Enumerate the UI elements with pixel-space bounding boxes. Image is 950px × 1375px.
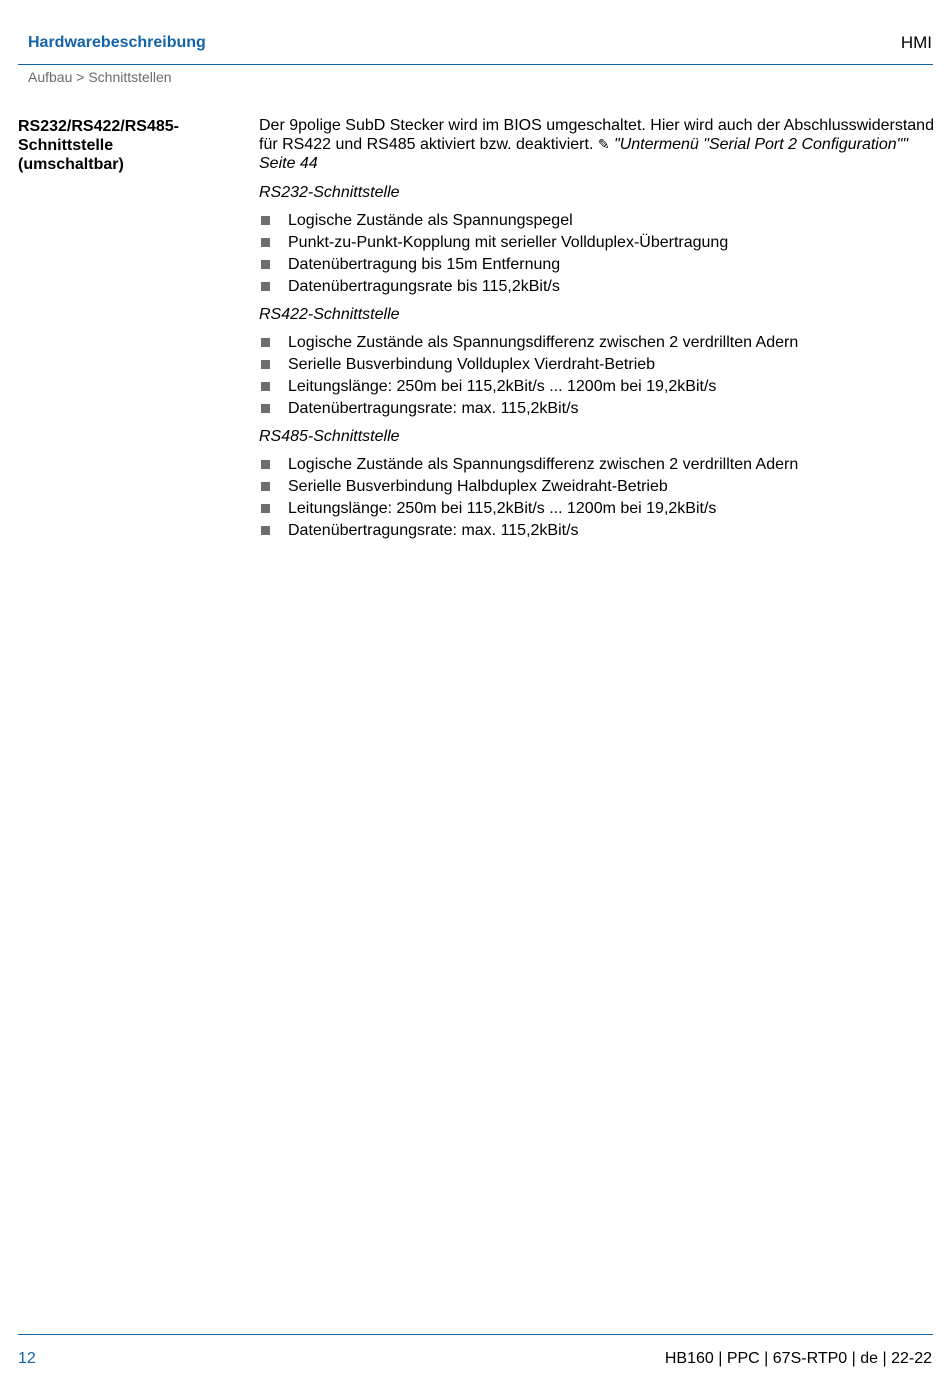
list-item-text: Logische Zustände als Spannungsdifferenz zwischen 2 verdrillten Adern xyxy=(288,334,799,351)
bullet-square-icon xyxy=(261,260,270,269)
list-item xyxy=(259,477,934,496)
list-item-text: Datenübertragungsrate: max. 115,2kBit/s xyxy=(288,522,579,539)
list-item xyxy=(259,399,934,418)
breadcrumb: Aufbau > Schnittstellen xyxy=(28,69,172,85)
bullet-square-icon xyxy=(261,460,270,469)
bullet-square-icon xyxy=(261,338,270,347)
bullet-square-icon xyxy=(261,482,270,491)
list-item-text: Datenübertragungsrate: max. 115,2kBit/s xyxy=(288,400,579,417)
list-item xyxy=(259,521,934,540)
bullet-square-icon xyxy=(261,216,270,225)
side-heading: RS232/RS422/RS485- Schnittstelle (umschaltbar) xyxy=(18,118,179,173)
section-title: RS232-Schnittstelle xyxy=(259,184,400,201)
list-item-text: Serielle Busverbindung Halbduplex Zweidraht-Betrieb xyxy=(288,478,668,495)
pointing-hand-icon: ✎ xyxy=(597,136,610,152)
list-item-text: Leitungslänge: 250m bei 115,2kBit/s ... 1200m bei 19,2kBit/s xyxy=(288,500,717,517)
bullet-list xyxy=(259,455,934,540)
section-title: RS485-Schnittstelle xyxy=(259,428,400,445)
footer-divider xyxy=(18,1334,933,1335)
bullet-list xyxy=(259,211,934,296)
header-divider xyxy=(18,64,933,65)
section-rs485 xyxy=(259,427,934,540)
main-content xyxy=(259,116,934,549)
list-item xyxy=(259,333,934,352)
list-item xyxy=(259,233,934,252)
section-title: RS422-Schnittstelle xyxy=(259,306,400,323)
list-item xyxy=(259,499,934,518)
intro-paragraph xyxy=(259,116,934,173)
bullet-square-icon xyxy=(261,504,270,513)
bullet-list xyxy=(259,333,934,418)
bullet-square-icon xyxy=(261,282,270,291)
section-label: HMI xyxy=(900,33,932,52)
list-item-text: Logische Zustände als Spannungsdifferenz zwischen 2 verdrillten Adern xyxy=(288,456,799,473)
list-item-text: Datenübertragungsrate bis 115,2kBit/s xyxy=(288,278,560,295)
bullet-square-icon xyxy=(261,382,270,391)
list-item xyxy=(259,455,934,474)
list-item-text: Datenübertragung bis 15m Entfernung xyxy=(288,256,561,273)
list-item xyxy=(259,277,934,296)
intro-text: Der 9polige SubD Stecker wird im BIOS umgeschaltet. Hier wird auch der Abschlusswiderstand für RS422 und RS485 aktiviert bzw. deaktiviert. xyxy=(259,117,934,153)
list-item-text: Serielle Busverbindung Vollduplex Vierdraht-Betrieb xyxy=(288,356,656,373)
bullet-square-icon xyxy=(261,404,270,413)
section-rs422 xyxy=(259,305,934,418)
list-item xyxy=(259,211,934,230)
list-item xyxy=(259,377,934,396)
bullet-square-icon xyxy=(261,238,270,247)
list-item xyxy=(259,255,934,274)
list-item xyxy=(259,355,934,374)
document-title: Hardwarebeschreibung xyxy=(28,34,206,51)
page-number: 12 xyxy=(18,1350,36,1367)
section-rs232 xyxy=(259,183,934,296)
cross-reference-text: "Untermenü "Serial Port 2 Configuration"" Seite 44 xyxy=(259,136,908,172)
bullet-square-icon xyxy=(261,526,270,535)
bullet-square-icon xyxy=(261,360,270,369)
list-item-text: Logische Zustände als Spannungspegel xyxy=(288,212,573,229)
list-item-text: Leitungslänge: 250m bei 115,2kBit/s ... 1200m bei 19,2kBit/s xyxy=(288,378,717,395)
list-item-text: Punkt-zu-Punkt-Kopplung mit serieller Vollduplex-Übertragung xyxy=(288,234,729,251)
document-reference: HB160 | PPC | 67S-RTP0 | de | 22-22 xyxy=(664,1350,932,1367)
